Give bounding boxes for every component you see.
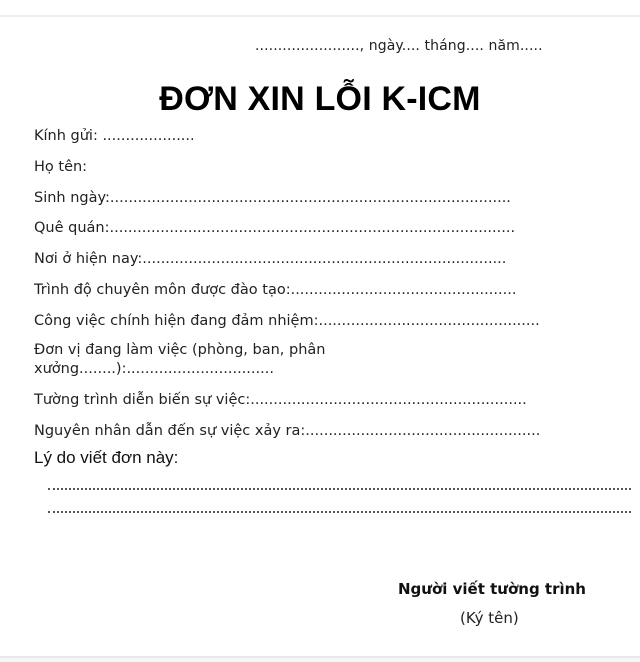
top-divider <box>0 15 640 17</box>
field-qualification: Trình độ chuyên môn được đào tạo:................................................. <box>34 282 517 298</box>
field-hometown: Quê quán:........................................................................................ <box>34 220 516 236</box>
field-work-unit-line1: Đơn vị đang làm việc (phòng, ban, phân <box>34 342 326 358</box>
field-incident-report: Tường trình diễn biến sự việc:............................................................ <box>34 392 527 408</box>
reason-label: Lý do viết đơn này: <box>34 448 179 467</box>
reason-dotted-line-1 <box>48 488 631 490</box>
reason-dotted-line-2 <box>48 511 631 513</box>
field-work-unit-line2: xưởng........):................................ <box>34 361 274 377</box>
document-title: ĐƠN XIN LỖI K-ICM <box>159 80 481 118</box>
field-cause: Nguyên nhân dẫn đến sự việc xảy ra:................................................... <box>34 423 541 439</box>
field-full-name: Họ tên: <box>34 159 88 175</box>
date-line: ......................., ngày.... tháng.... năm..... <box>255 38 543 54</box>
field-birth-date: Sinh ngày:....................................................................................... <box>34 190 511 206</box>
signature-note: (Ký tên) <box>460 609 519 627</box>
field-recipient: Kính gửi: .................... <box>34 128 195 144</box>
bottom-edge <box>0 658 640 662</box>
field-current-job: Công việc chính hiện đang đảm nhiệm:................................................ <box>34 313 540 329</box>
signer-title: Người viết tường trình <box>398 580 586 598</box>
field-current-address: Nơi ở hiện nay:............................................................................... <box>34 251 507 267</box>
